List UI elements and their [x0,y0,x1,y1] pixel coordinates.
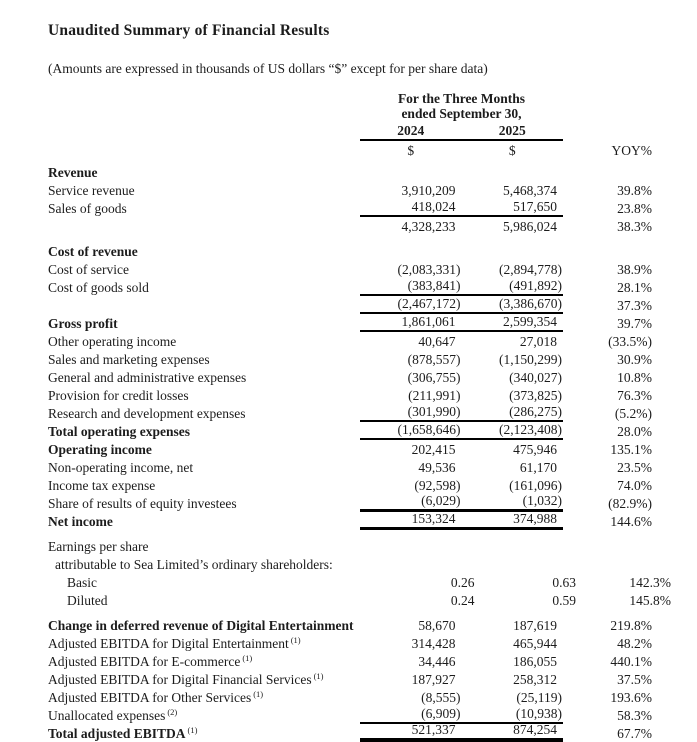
value-yoy: 193.6% [610,690,652,705]
currency-symbols [360,141,563,159]
table-row [48,199,652,217]
row-label: General and administrative expenses [48,370,247,385]
value-yoy: 23.5% [617,460,652,475]
table-body [48,163,671,742]
values-group [360,278,563,296]
footnote-marker: (1) [242,652,253,663]
table-row [48,634,652,652]
value-2025: (491,892) [509,278,562,293]
value-yoy: 39.8% [617,183,652,198]
row-label: Earnings per share [48,539,149,554]
value-2025: (10,938) [515,706,562,721]
value-2024: (2,083,331) [397,262,461,277]
value-2024: 0.26 [450,575,475,590]
value-yoy: 76.3% [617,388,652,403]
footnote-marker: (1) [290,634,301,645]
value-yoy: 37.5% [617,672,652,687]
value-yoy: 219.8% [610,618,652,633]
footnote-marker: (1) [313,670,324,681]
values-group [367,555,570,573]
value-yoy: 38.3% [617,219,652,234]
table-row [48,537,652,555]
values-group [360,296,563,314]
row-label: Operating income [48,442,152,457]
value-2025: 5,468,374 [503,183,557,198]
value-2024: (6,029) [421,493,461,508]
value-yoy: 37.3% [617,298,652,313]
table-row [48,555,652,573]
table-row [48,670,652,688]
table-row [48,260,652,278]
row-spacer [48,235,652,242]
values-group [360,386,563,404]
values-group [360,242,563,260]
table-row [48,422,652,440]
value-yoy: 135.1% [610,442,652,457]
values-group [360,652,563,670]
value-yoy: 28.0% [617,424,652,439]
value-2025: 475,946 [513,442,557,457]
values-group [360,350,563,368]
value-2024: 187,927 [411,672,456,687]
value-2025: 5,986,024 [503,219,557,234]
value-2024: 40,647 [418,334,456,349]
value-yoy: 48.2% [617,636,652,651]
table-row [48,242,652,260]
row-label: attributable to Sea Limited’s ordinary shareholders: [55,557,333,572]
values-group [360,404,563,422]
value-2024: 1,861,061 [401,314,456,329]
values-group [379,591,582,609]
value-yoy: 28.1% [617,280,652,295]
dollar-symbol-2024: $ [407,143,415,158]
values-group [360,163,563,181]
row-spacer [48,530,652,537]
values-group [360,217,563,235]
table-row [48,688,652,706]
values-group [360,634,563,652]
value-2024: 34,446 [418,654,456,669]
value-yoy: (33.5%) [608,334,652,349]
footnote-marker: (1) [187,724,198,735]
value-yoy: 74.0% [617,478,652,493]
value-yoy: 38.9% [617,262,652,277]
values-group [360,332,563,350]
value-2025: 374,988 [513,511,557,526]
value-yoy: 23.8% [617,201,652,216]
table-row [48,458,652,476]
value-yoy: (5.2%) [614,406,652,421]
row-label: Sales of goods [48,201,127,216]
value-2024: (6,909) [421,706,461,721]
values-group [379,573,582,591]
value-2025: (161,096) [509,478,562,493]
page-title: Unaudited Summary of Financial Results [48,22,330,39]
table-row [48,573,671,591]
value-2025: (3,386,670) [499,296,562,311]
values-group [360,512,563,530]
value-2025: 517,650 [513,199,557,214]
row-label: Research and development expenses [48,406,246,421]
row-label: Gross profit [48,316,118,331]
value-2025: 186,055 [513,654,557,669]
value-2024: (878,557) [407,352,461,367]
dollar-symbol-2025: $ [508,143,516,158]
table-row [48,278,652,296]
values-group [360,181,563,199]
value-2025: 61,170 [519,460,557,475]
table-row [48,296,652,314]
value-2024: 521,337 [411,722,456,737]
value-2024: (1,658,646) [397,422,461,437]
table-row [48,512,652,530]
row-label: Provision for credit losses [48,388,189,403]
value-2024: (211,991) [408,388,461,403]
value-2025: (373,825) [509,388,562,403]
value-2025: 465,944 [513,636,557,651]
value-2024: (301,990) [407,404,461,419]
value-2024: 418,024 [411,199,456,214]
value-yoy: 10.8% [617,370,652,385]
period-header-row [48,91,652,123]
values-group [360,616,563,634]
row-label: Total adjusted EBITDA $^{(1)}$ [48,724,198,741]
row-label: Income tax expense [48,478,156,493]
values-group [360,314,563,332]
row-label: Sales and marketing expenses [48,352,210,367]
row-label: Total operating expenses [48,424,191,439]
table-row [48,440,652,458]
table-row [48,652,652,670]
row-label: Net income [48,514,113,529]
value-2025: 0.63 [552,575,576,590]
value-2024: 4,328,233 [401,219,456,234]
value-2024: 153,324 [411,511,456,526]
value-2024: (306,755) [407,370,461,385]
row-label: Adjusted EBITDA for Digital Entertainment $^{(1)}$ [48,634,301,651]
values-group [360,199,563,217]
table-row [48,591,671,609]
column-header-2024: 2024 [397,123,425,138]
financial-results-table [48,91,671,742]
value-2024: 202,415 [411,442,456,457]
row-label: Share of results of equity investees [48,496,237,511]
value-yoy: 67.7% [617,726,652,741]
value-yoy: (82.9%) [608,496,652,511]
period-header [360,91,563,123]
value-yoy: 58.3% [617,708,652,723]
value-2025: 2,599,354 [503,314,557,329]
value-2024: 3,910,209 [401,183,456,198]
row-label: Unallocated expenses $^{(2)}$ [48,706,178,723]
value-yoy: 142.3% [629,575,671,590]
footnote-marker: (1) [253,688,264,699]
table-row [48,616,652,634]
row-label: Diluted [67,593,108,608]
values-group [360,422,563,440]
value-2025: 258,312 [513,672,557,687]
row-label: Cost of revenue [48,244,138,259]
row-label: Adjusted EBITDA for Other Services $^{(1)}$ [48,688,264,705]
values-group [360,368,563,386]
row-label: Cost of service [48,262,129,277]
row-label: Change in deferred revenue of Digital Entertainment [48,618,354,633]
column-header-yoy: YOY% [611,143,652,158]
table-row [48,332,652,350]
table-row [48,368,652,386]
value-yoy: 145.8% [629,593,671,608]
value-2025: 27,018 [519,334,557,349]
value-yoy: 30.9% [617,352,652,367]
value-2025: (1,150,299) [499,352,562,367]
row-label: Service revenue [48,183,135,198]
column-header-2025: 2025 [498,123,526,138]
value-2024: (383,841) [407,278,461,293]
year-header-row [48,123,652,141]
value-2025: 187,619 [513,618,557,633]
value-2024: 0.24 [450,593,475,608]
values-group [360,440,563,458]
values-group [360,458,563,476]
row-label: Adjusted EBITDA for E-commerce $^{(1)}$ [48,652,253,669]
value-2025: (1,032) [522,493,562,508]
value-yoy: 39.7% [617,316,652,331]
row-label: Cost of goods sold [48,280,149,295]
table-row [48,404,652,422]
row-label: Adjusted EBITDA for Digital Financial Services $^{(1)}$ [48,670,324,687]
row-label: Non-operating income, net [48,460,194,475]
value-2025: (25,119) [516,690,562,705]
values-group [360,688,563,706]
value-2024: 58,670 [418,618,456,633]
period-header-line2: ended September 30, [401,106,522,121]
row-label: Revenue [48,165,98,180]
value-2025: (286,275) [509,404,562,419]
value-2025: (2,894,778) [499,262,562,277]
value-2025: (340,027) [509,370,562,385]
period-header-line1: For the Three Months [397,91,526,106]
value-2025: 874,254 [513,722,557,737]
value-2024: (2,467,172) [397,296,461,311]
values-group [360,670,563,688]
value-2024: (92,598) [414,478,461,493]
value-2025: 0.59 [552,593,576,608]
row-label: Basic [67,575,97,590]
value-2025: (2,123,408) [499,422,562,437]
table-row [48,217,652,235]
footnote-marker: (2) [167,706,178,717]
value-2024: 49,536 [418,460,456,475]
page-subtitle: (Amounts are expressed in thousands of US dollars “$” except for per share data) [48,61,488,76]
value-yoy: 144.6% [610,514,652,529]
row-label: Other operating income [48,334,177,349]
table-row [48,163,652,181]
row-spacer [48,609,652,616]
value-yoy: 440.1% [610,654,652,669]
currency-header-row [48,141,652,159]
table-row [48,181,652,199]
table-row [48,386,652,404]
values-group [360,260,563,278]
table-row [48,314,652,332]
year-headers [360,123,563,141]
values-group [360,724,563,742]
table-row [48,724,652,742]
value-2024: 314,428 [411,636,456,651]
value-2024: (8,555) [421,690,461,705]
table-row [48,350,652,368]
values-group [360,537,563,555]
